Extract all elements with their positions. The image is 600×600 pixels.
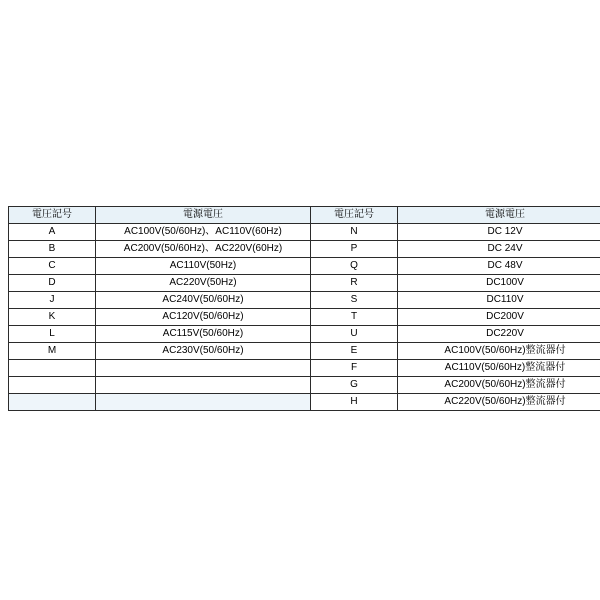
table-row (9, 343, 600, 360)
cell-right-voltage: DC 12V (398, 224, 600, 241)
cell-right-code: H (311, 394, 398, 411)
cell-right-voltage: DC200V (398, 309, 600, 326)
cell-right-code: F (311, 360, 398, 377)
cell-right-code: R (311, 275, 398, 292)
cell-left-code: A (9, 224, 96, 241)
table-row (9, 224, 600, 241)
cell-left-voltage: AC120V(50/60Hz) (96, 309, 311, 326)
cell-left-code: D (9, 275, 96, 292)
cell-right-voltage: DC 48V (398, 258, 600, 275)
cell-left-code: K (9, 309, 96, 326)
table-body (9, 207, 600, 411)
cell-right-voltage: DC100V (398, 275, 600, 292)
cell-left-code: J (9, 292, 96, 309)
table-row (9, 394, 600, 411)
voltage-code-table-wrapper (8, 206, 592, 411)
cell-left-code: L (9, 326, 96, 343)
cell-left-code-empty (9, 377, 96, 394)
cell-left-voltage: AC200V(50/60Hz)、AC220V(60Hz) (96, 241, 311, 258)
cell-right-code: U (311, 326, 398, 343)
cell-right-voltage: DC110V (398, 292, 600, 309)
table-row (9, 241, 600, 258)
table-row (9, 360, 600, 377)
cell-right-code: P (311, 241, 398, 258)
cell-left-voltage: AC240V(50/60Hz) (96, 292, 311, 309)
cell-left-code: B (9, 241, 96, 258)
cell-right-code: N (311, 224, 398, 241)
table-row (9, 275, 600, 292)
cell-left-code: C (9, 258, 96, 275)
table-row (9, 258, 600, 275)
cell-right-voltage: AC100V(50/60Hz)整流器付 (398, 343, 600, 360)
table-row (9, 309, 600, 326)
cell-right-code: E (311, 343, 398, 360)
cell-left-code-empty (9, 360, 96, 377)
cell-left-voltage-empty (96, 394, 311, 411)
cell-left-code-empty (9, 394, 96, 411)
cell-left-voltage: AC220V(50Hz) (96, 275, 311, 292)
cell-left-voltage: AC230V(50/60Hz) (96, 343, 311, 360)
table-row (9, 326, 600, 343)
cell-left-code: M (9, 343, 96, 360)
cell-left-voltage: AC100V(50/60Hz)、AC110V(60Hz) (96, 224, 311, 241)
cell-right-code: Q (311, 258, 398, 275)
cell-right-code: S (311, 292, 398, 309)
cell-right-voltage: DC 24V (398, 241, 600, 258)
table-row (9, 377, 600, 394)
voltage-code-table (8, 206, 600, 411)
cell-left-voltage: AC110V(50Hz) (96, 258, 311, 275)
cell-right-voltage: AC110V(50/60Hz)整流器付 (398, 360, 600, 377)
header-left-code: 電圧記号 (9, 207, 96, 224)
table-header-row (9, 207, 600, 224)
cell-left-voltage-empty (96, 377, 311, 394)
cell-left-voltage: AC115V(50/60Hz) (96, 326, 311, 343)
cell-right-voltage: AC200V(50/60Hz)整流器付 (398, 377, 600, 394)
cell-right-code: T (311, 309, 398, 326)
header-left-voltage: 電源電圧 (96, 207, 311, 224)
header-right-voltage: 電源電圧 (398, 207, 600, 224)
cell-right-voltage: AC220V(50/60Hz)整流器付 (398, 394, 600, 411)
cell-right-code: G (311, 377, 398, 394)
table-row (9, 292, 600, 309)
header-right-code: 電圧記号 (311, 207, 398, 224)
cell-left-voltage-empty (96, 360, 311, 377)
cell-right-voltage: DC220V (398, 326, 600, 343)
